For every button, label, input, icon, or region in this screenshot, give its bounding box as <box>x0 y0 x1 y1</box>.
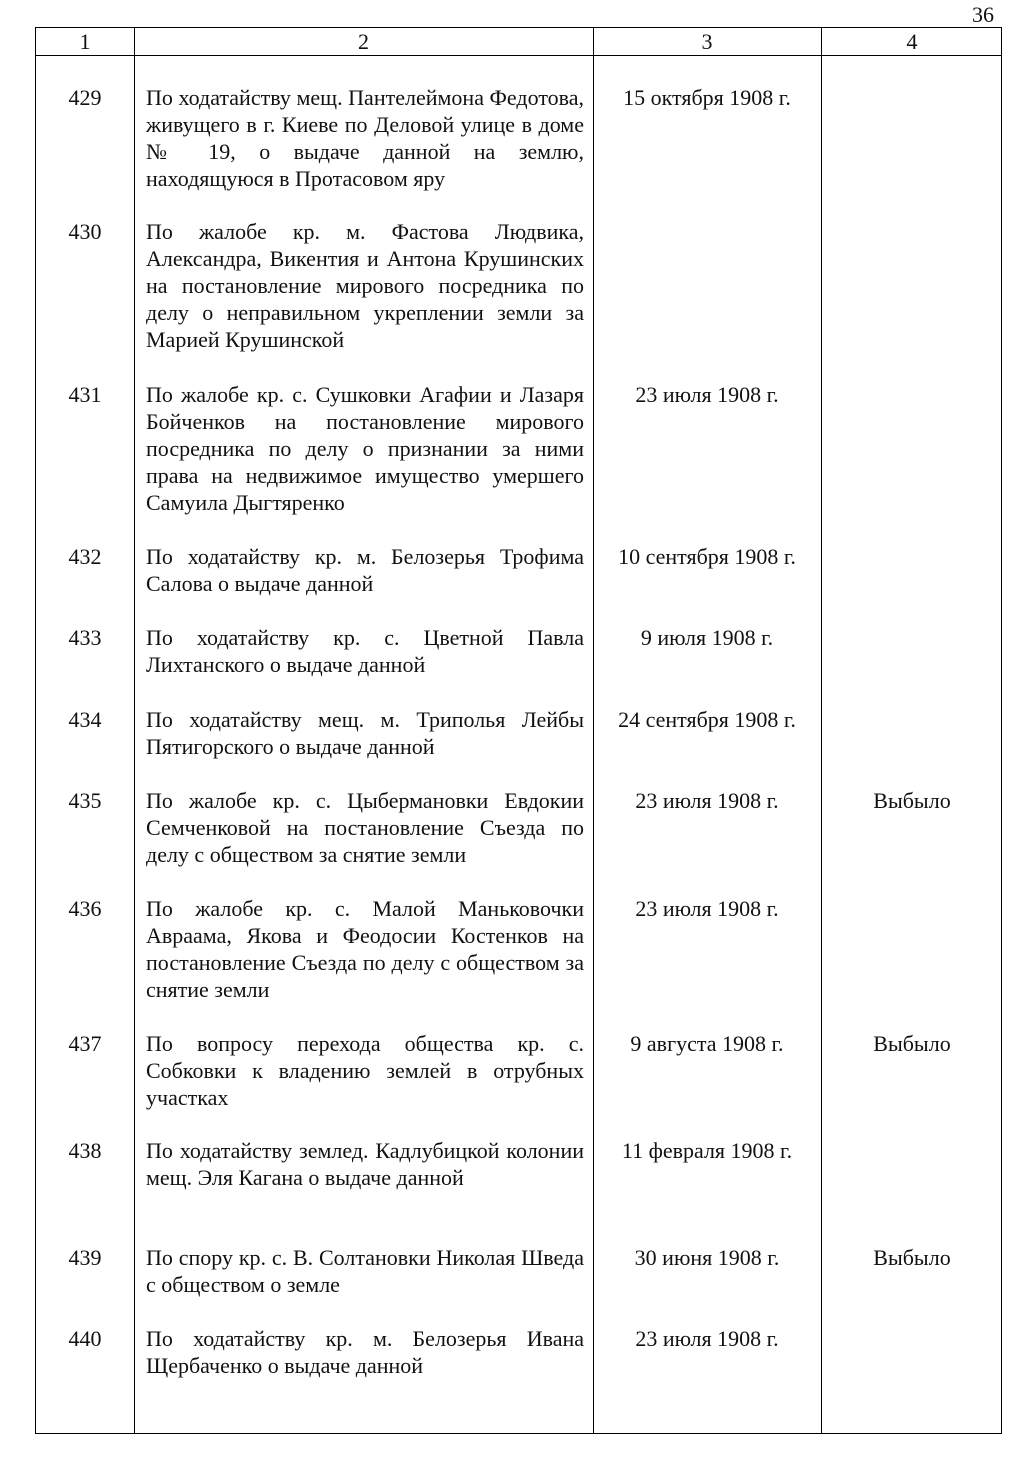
case-description: По ходатайству кр. с. Цветной Павла Лихтанского о выдаче данной <box>146 625 584 677</box>
case-description: По ходатайству мещ. Пантелеймона Федотова, живущего в г. Киеве по Деловой улице в доме № 19, о выдаче данной на землю, находящуюся в Протасовом яру <box>146 85 584 191</box>
column-header-4: 4 <box>906 29 918 54</box>
case-date: 9 июля 1908 г. <box>640 625 774 650</box>
case-date: 30 июня 1908 г. <box>634 1245 780 1270</box>
case-description: По ходатайству землед. Кадлубицкой колонии мещ. Эля Кагана о выдаче данной <box>146 1138 584 1190</box>
case-description: По спору кр. с. В. Солтановки Николая Шведа с обществом о земле <box>146 1245 584 1297</box>
case-number: 433 <box>68 625 102 650</box>
case-description: По жалобе кр. с. Сушковки Агафии и Лазаря Бойченков на постановление мирового посредника по делу о признании за ними права на недвижимое имущество умершего Самуила Дыгтяренко <box>146 382 584 515</box>
case-number: 435 <box>68 788 102 813</box>
case-date: 23 июля 1908 г. <box>635 1326 779 1351</box>
case-date: 9 августа 1908 г. <box>630 1031 784 1056</box>
column-divider <box>134 28 135 1433</box>
case-date: 24 сентября 1908 г. <box>618 707 796 732</box>
case-description: По ходатайству кр. м. Белозерья Трофима Салова о выдаче данной <box>146 544 584 596</box>
case-number: 437 <box>68 1031 102 1056</box>
case-number: 438 <box>68 1138 102 1163</box>
case-description: По вопросу перехода общества кр. с. Собковки к владению землей в отрубных участках <box>146 1031 584 1110</box>
column-divider <box>821 28 822 1433</box>
case-date: 23 июля 1908 г. <box>635 382 779 407</box>
case-date: 15 октября 1908 г. <box>623 85 791 110</box>
column-header-2: 2 <box>358 29 369 54</box>
register-table <box>35 27 1002 1434</box>
column-header-3: 3 <box>701 29 713 54</box>
case-number: 439 <box>68 1245 102 1270</box>
case-number: 434 <box>68 707 102 732</box>
case-description: По ходатайству мещ. м. Триполья Лейбы Пятигорского о выдаче данной <box>146 707 584 759</box>
case-date: 10 сентября 1908 г. <box>618 544 796 569</box>
case-description: По жалобе кр. с. Малой Маньковочки Авраама, Якова и Феодосии Костенков на постановление Съезда по делу с обществом за снятие земли <box>146 896 584 1002</box>
table-header <box>36 28 1001 56</box>
case-note: Выбыло <box>873 1245 951 1270</box>
case-description: По жалобе кр. м. Фастова Людвика, Александра, Викентия и Антона Крушинских на постановление мирового посредника по делу о неправильном укреплении земли за Марией Крушинской <box>146 219 584 352</box>
case-note: Выбыло <box>873 1031 951 1056</box>
case-number: 431 <box>68 382 102 407</box>
case-number: 436 <box>68 896 102 921</box>
case-number: 440 <box>68 1326 102 1351</box>
case-number: 429 <box>68 85 102 110</box>
case-description: По ходатайству кр. м. Белозерья Ивана Щербаченко о выдаче данной <box>146 1326 584 1378</box>
case-date: 23 июля 1908 г. <box>635 896 779 921</box>
case-date: 11 февраля 1908 г. <box>621 1138 793 1163</box>
page-number: 36 <box>972 2 994 27</box>
case-note: Выбыло <box>873 788 951 813</box>
column-header-1: 1 <box>79 29 91 54</box>
case-number: 432 <box>68 544 102 569</box>
case-number: 430 <box>68 219 102 244</box>
case-description: По жалобе кр. с. Цыбермановки Евдокии Семченковой на постановление Съезда по делу с обществом за снятие земли <box>146 788 584 867</box>
case-date: 23 июля 1908 г. <box>635 788 779 813</box>
